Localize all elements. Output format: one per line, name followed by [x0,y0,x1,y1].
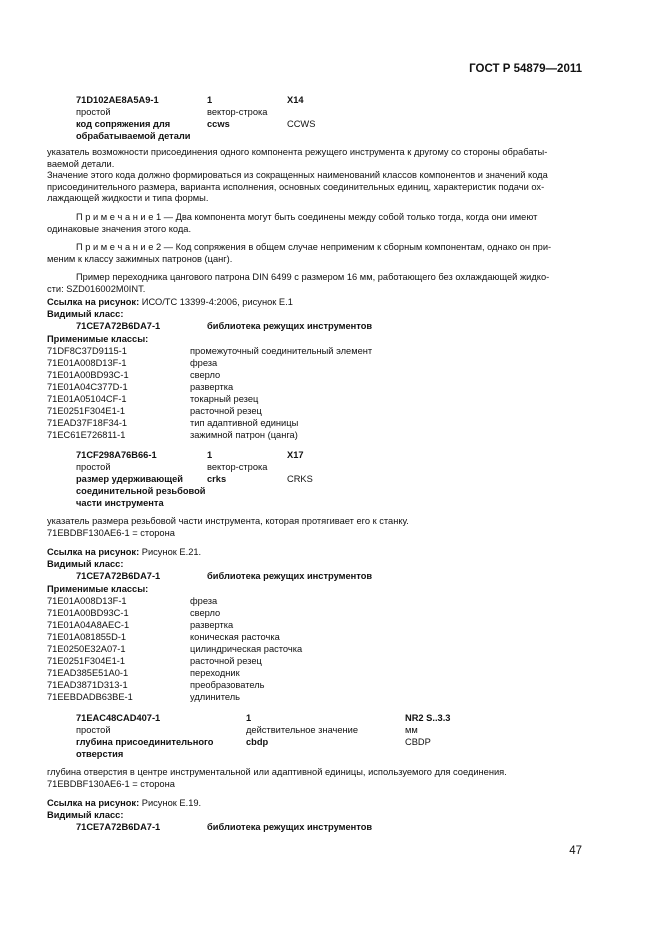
class-id: 71E01A04A8AEC-1 [47,620,130,630]
class-name: расточной резец [190,656,262,666]
class-name: тип адаптивной единицы [190,418,299,428]
entry-number: 1 [246,713,252,723]
entry-name: глубина присоединительного [76,737,214,747]
applicable-classes-label: Применимые классы: [47,334,149,344]
entry-code: X17 [287,450,304,460]
class-id: 71EAD37F18F34-1 [47,418,128,428]
visible-class-name: библиотека режущих инструментов [207,822,373,832]
example-paragraph: Пример переходника цангового патрона DIN 6499 с размером 16 мм, работающего без охлаждающей жидко- [76,272,550,282]
entry-number: 1 [207,450,213,460]
visible-class-label: Видимый класс: [47,559,124,569]
entry-unit: мм [405,725,418,735]
entry-name: обрабатываемой детали [76,131,191,141]
entry-name: части инструмента [76,498,164,508]
applicable-classes-label: Применимые классы: [47,584,149,594]
entry-symbol: CRKS [287,474,313,484]
class-name: переходник [190,668,240,678]
class-id: 71E0250E32A07-1 [47,644,126,654]
entry-type: простой [76,462,111,472]
entry-symbol: CBDP [405,737,431,747]
description-line: 71EBDBF130AE6-1 = сторона [47,779,175,789]
description-paragraph: указатель возможности присоединения одного компонента режущего инструмента к другому со стороны обрабаты- ваемой детали. Значение этого кода должно формироваться из сокращенных наименований классов компонентов и значений кода присоединительного размера, варианта исполнения, основных соединительных единиц, характеристик подачи ох- лаждающей жидкости и типа формы. [47,147,548,204]
note-1: П р и м е ч а н и е 1 — Два компонента могут быть соединены между собой только тогда, когда они имеют [76,212,538,222]
page-number: 47 [569,845,582,857]
entry-symbol: CCWS [287,119,316,129]
class-name: преобразователь [190,680,265,690]
entry-name: соединительной резьбовой [76,486,206,496]
entry-id: 71CF298A76B66-1 [76,450,157,460]
entry-type: простой [76,725,111,735]
class-name: фреза [190,358,218,368]
class-id: 71E01A008D13F-1 [47,358,127,368]
entry-data-type: вектор-строка [207,462,268,472]
class-name: фреза [190,596,218,606]
class-name: сверло [190,608,221,618]
class-id: 71EC61E726811-1 [47,430,126,440]
entry-data-type: действительное значение [246,725,359,735]
class-name: развертка [190,382,234,392]
class-id: 71DF8C37D9115-1 [47,346,127,356]
class-id: 71E01A008D13F-1 [47,596,127,606]
entry-name: код сопряжения для [76,119,171,129]
visible-class-id: 71CE7A72B6DA7-1 [76,571,161,581]
figure-reference: Ссылка на рисунок: ИСО/ТС 13399-4:2006, рисунок Е.1 [47,297,293,307]
description-line: указатель размера резьбовой части инструмента, которая протягивает его к станку. [47,516,409,526]
class-name: удлинитель [190,692,240,702]
figure-reference: Ссылка на рисунок: Рисунок Е.19. [47,798,202,808]
class-id: 71E01A05104CF-1 [47,394,127,404]
entry-data-type: вектор-строка [207,107,268,117]
example-continuation: сти: SZD016002M0INT. [47,284,146,294]
entry-number: 1 [207,95,213,105]
class-name: промежуточный соединительный элемент [190,346,373,356]
visible-class-label: Видимый класс: [47,810,124,820]
class-name: зажимной патрон (цанга) [190,430,298,440]
description-line: глубина отверстия в центре инструментальной или адаптивной единицы, используемого для соединения. [47,767,507,777]
class-name: коническая расточка [190,632,280,642]
entry-code: X14 [287,95,304,105]
entry-code: NR2 S..3.3 [405,713,451,723]
entry-type: простой [76,107,111,117]
note-2: П р и м е ч а н и е 2 — Код сопряжения в общем случае неприменим к сборным компонентам, однако он при- [76,242,552,252]
visible-class-id: 71CE7A72B6DA7-1 [76,321,161,331]
visible-class-name: библиотека режущих инструментов [207,571,373,581]
entry-name: отверстия [76,749,124,759]
class-id: 71EEBDADB63BE-1 [47,692,133,702]
note-2-continuation: меним к классу зажимных патронов (цанг). [47,254,233,264]
visible-class-id: 71CE7A72B6DA7-1 [76,822,161,832]
entry-id: 71EAC48CAD407-1 [76,713,161,723]
class-id: 71E01A00BD93C-1 [47,608,129,618]
class-id: 71E0251F304E1-1 [47,656,126,666]
note-1-continuation: одинаковые значения этого кода. [47,224,192,234]
class-name: токарный резец [190,394,259,404]
class-id: 71EAD385E51A0-1 [47,668,129,678]
class-name: сверло [190,370,221,380]
standard-header: ГОСТ Р 54879—2011 [469,63,582,75]
class-id: 71E01A04C377D-1 [47,382,128,392]
class-id: 71EAD3871D313-1 [47,680,128,690]
class-name: расточной резец [190,406,262,416]
entry-id: 71D102AE8A5A9-1 [76,95,159,105]
class-id: 71E0251F304E1-1 [47,406,126,416]
description-line: 71EBDBF130AE6-1 = сторона [47,528,175,538]
class-id: 71E01A00BD93C-1 [47,370,129,380]
entry-short-name: cbdp [246,737,269,747]
entry-short-name: crks [207,474,227,484]
visible-class-label: Видимый класс: [47,309,124,319]
class-id: 71E01A081855D-1 [47,632,127,642]
class-name: цилиндрическая расточка [190,644,303,654]
class-name: развертка [190,620,234,630]
figure-reference: Ссылка на рисунок: Рисунок Е.21. [47,547,202,557]
entry-short-name: ccws [207,119,230,129]
visible-class-name: библиотека режущих инструментов [207,321,373,331]
entry-name: размер удерживающей [76,474,183,484]
